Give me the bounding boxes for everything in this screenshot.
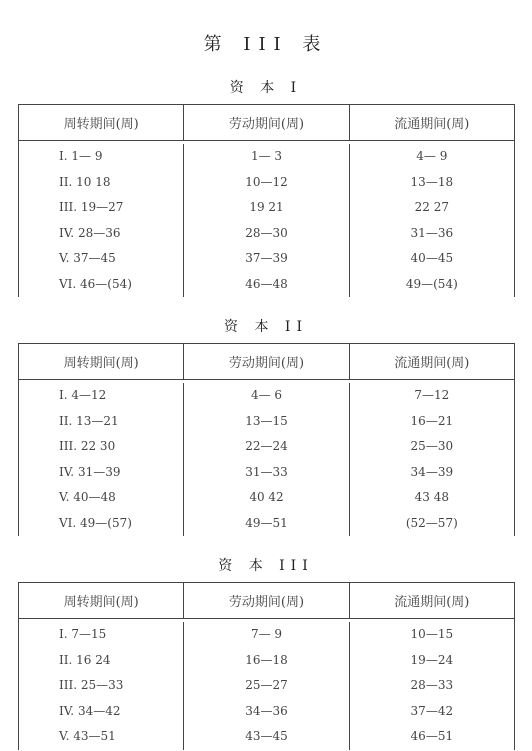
table-cell: 4— 9 — [416, 149, 448, 163]
header-working-period: 劳动期间(周) — [183, 344, 348, 379]
table-cell: 31—33 — [245, 464, 288, 479]
table-cell: 46—51 — [410, 729, 454, 743]
table-body — [19, 141, 514, 297]
table-cell: 16—18 — [245, 652, 288, 667]
table-cell: 43 48 — [414, 490, 449, 504]
table-cell: IV. 34—42 — [59, 703, 121, 718]
table-cell: II. 13—21 — [59, 413, 119, 428]
table-cell: 49—51 — [245, 515, 288, 530]
table-cell: 40—45 — [410, 251, 454, 265]
working-period-column — [183, 622, 348, 750]
working-period-column — [183, 144, 348, 297]
table-cell: 40 42 — [249, 490, 284, 504]
table-cell: 34—39 — [410, 464, 454, 479]
table-cell: 13—15 — [245, 413, 288, 428]
table-cell: II. 16 24 — [59, 652, 111, 667]
table-cell: 1— 3 — [250, 149, 283, 163]
header-circulation-period: 流通期间(周) — [349, 344, 514, 379]
table-cell: IV. 28—36 — [59, 225, 121, 240]
table-header-row — [19, 344, 514, 380]
table-cell: V. 40—48 — [59, 490, 116, 504]
circulation-period-column — [349, 144, 514, 297]
table-body — [19, 380, 514, 536]
turnover-period-column — [19, 144, 183, 297]
table-cell: 22 27 — [414, 200, 449, 214]
table-capital-2 — [18, 343, 515, 536]
table-cell: 25—30 — [410, 439, 454, 453]
page-title: 第 III 表 — [203, 34, 329, 55]
table-cell: 19 21 — [249, 200, 284, 214]
table-capital-3 — [18, 582, 515, 750]
section-title-capital-3: 资 本 III — [218, 558, 314, 574]
table-cell: VI. 49—(57) — [59, 515, 132, 530]
header-turnover-period: 周转期间(周) — [63, 595, 139, 610]
working-period-column — [183, 383, 348, 536]
table-cell: I. 7—15 — [59, 627, 107, 641]
table-cell: 10—12 — [245, 174, 288, 189]
table-cell: 7—12 — [414, 388, 450, 402]
turnover-period-column — [19, 622, 183, 750]
table-cell: 37—39 — [245, 251, 288, 265]
header-circulation-period: 流通期间(周) — [349, 583, 514, 618]
table-body — [19, 619, 514, 750]
table-cell: 10—15 — [410, 627, 454, 641]
table-cell: 34—36 — [245, 703, 288, 718]
turnover-period-column — [19, 383, 183, 536]
table-header-row — [19, 105, 514, 141]
table-cell: IV. 31—39 — [59, 464, 121, 479]
table-cell: III. 25—33 — [59, 678, 124, 692]
header-circulation-period: 流通期间(周) — [349, 105, 514, 140]
table-cell: 19—24 — [410, 652, 454, 667]
table-capital-1 — [18, 104, 515, 297]
table-cell: 31—36 — [410, 225, 454, 240]
table-cell: III. 22 30 — [59, 439, 116, 453]
header-turnover-period: 周转期间(周) — [63, 117, 139, 132]
table-cell: 49—(54) — [405, 276, 458, 291]
table-cell: V. 43—51 — [59, 729, 116, 743]
table-cell: (52—57) — [405, 515, 458, 530]
section-title-capital-2: 资 本 II — [224, 319, 308, 335]
table-cell: 25—27 — [245, 678, 288, 692]
table-cell: 22—24 — [245, 439, 288, 453]
table-cell: 37—42 — [410, 703, 454, 718]
circulation-period-column — [349, 622, 514, 750]
table-cell: V. 37—45 — [59, 251, 116, 265]
table-cell: 7— 9 — [250, 627, 283, 641]
table-cell: 13—18 — [410, 174, 454, 189]
header-working-period: 劳动期间(周) — [183, 583, 348, 618]
table-cell: 46—48 — [245, 276, 288, 291]
table-cell: 16—21 — [410, 413, 454, 428]
table-cell: 28—33 — [410, 678, 454, 692]
section-title-capital-1: 资 本 I — [229, 80, 303, 96]
table-cell: 43—45 — [245, 729, 288, 743]
table-cell: 4— 6 — [250, 388, 283, 402]
table-cell: VI. 46—(54) — [59, 276, 132, 291]
table-header-row — [19, 583, 514, 619]
header-turnover-period: 周转期间(周) — [63, 356, 139, 371]
circulation-period-column — [349, 383, 514, 536]
header-working-period: 劳动期间(周) — [183, 105, 348, 140]
table-cell: III. 19—27 — [59, 200, 124, 214]
table-cell: 28—30 — [245, 225, 288, 240]
table-cell: I. 4—12 — [59, 388, 107, 402]
table-cell: I. 1— 9 — [59, 149, 103, 163]
table-cell: II. 10 18 — [59, 174, 111, 189]
